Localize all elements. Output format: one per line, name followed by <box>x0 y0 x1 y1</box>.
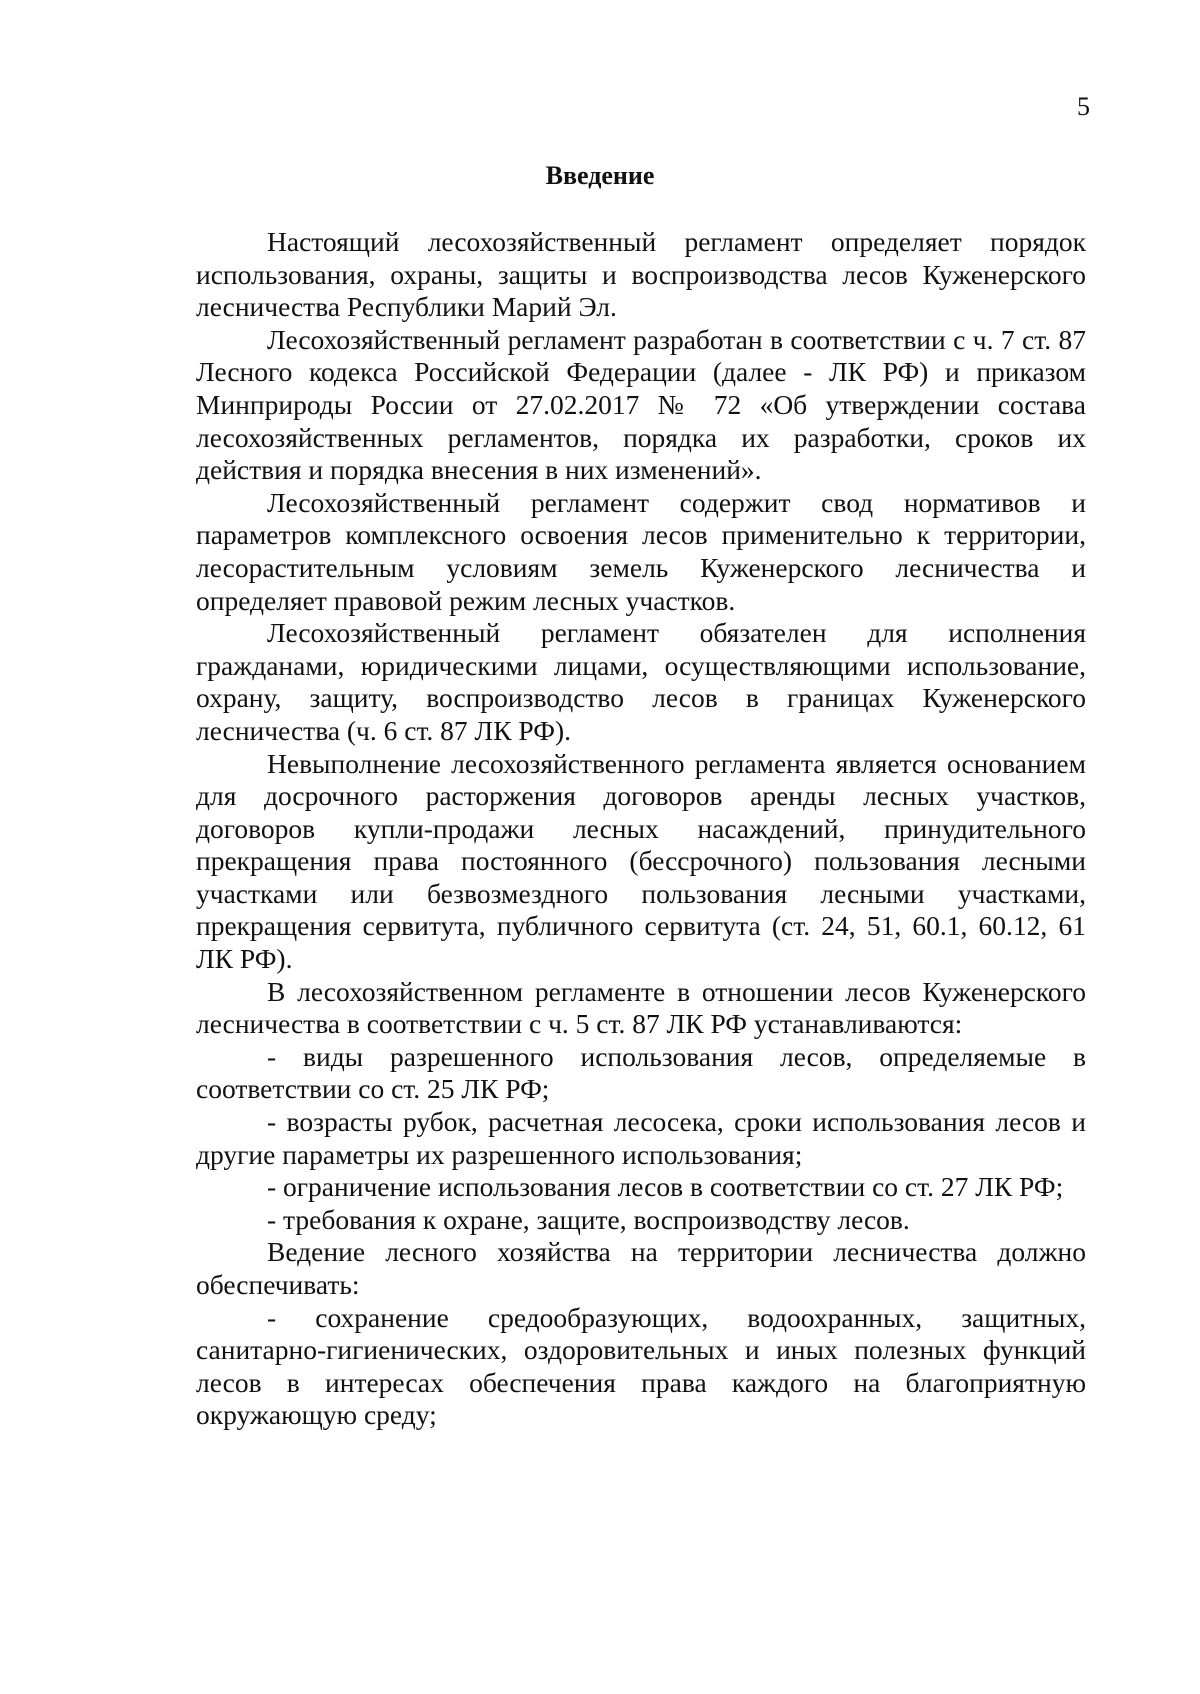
page-title: Введение <box>545 161 655 190</box>
paragraph-contents: Лесохозяйственный регламент содержит свод нормативов и параметров комплексного освоения лесов применительно к территории, лесорастительным условиям земель Куженерского лесничества и определяет правовой режим лесных участков. <box>196 486 1086 616</box>
paragraph-forestry-management: Ведение лесного хозяйства на территории лесничества должно обеспечивать: <box>196 1236 1086 1300</box>
paragraph-intro: Настоящий лесохозяйственный регламент определяет порядок использования, охраны, защиты и воспроизводства лесов Куженерского лесничества Республики Марий Эл. <box>196 226 1086 323</box>
list-item-restrictions: - ограничение использования лесов в соответствии со ст. 27 ЛК РФ; <box>267 1171 1064 1203</box>
document-body <box>196 226 1086 1432</box>
paragraph-established: В лесохозяйственном регламенте в отношении лесов Куженерского лесничества в соответствии с ч. 5 ст. 87 ЛК РФ устанавливаются: <box>196 975 1086 1040</box>
paragraph-legal-basis: Лесохозяйственный регламент разработан в соответствии с ч. 7 ст. 87 Лесного кодекса Российской Федерации (далее - ЛК РФ) и приказом Минприроды России от 27.02.2017 № 72 «Об утверждении состава лесохозяйственных регламентов, порядка их разработки, сроков их действия и порядка внесения в них изменений». <box>196 323 1086 486</box>
page-number: 5 <box>1077 92 1090 121</box>
list-item-requirements: - требования к охране, защите, воспроизводству лесов. <box>267 1203 910 1235</box>
paragraph-obligation: Лесохозяйственный регламент обязателен для исполнения гражданами, юридическими лицами, осуществляющими использование, охрану, защиту, воспроизводство лесов в границах Куженерского лесничества (ч. 6 ст. 87 ЛК РФ). <box>196 617 1086 746</box>
paragraph-non-compliance: Невыполнение лесохозяйственного регламента является основанием для досрочного расторжения договоров аренды лесных участков, договоров купли-продажи лесных насаждений, принудительного прекращения права постоянного (бессрочного) пользования лесными участками или безвозмездного пользования лесными участками, прекращения сервитута, публичного сервитута (ст. 24, 51, 60.1, 60.12, 61 ЛК РФ). <box>196 747 1086 975</box>
list-item-felling-ages: - возрасты рубок, расчетная лесосека, сроки использования лесов и другие параметры их разрешенного использования; <box>196 1106 1086 1170</box>
list-item-permitted-use: - виды разрешенного использования лесов, определяемые в соответствии со ст. 25 ЛК РФ; <box>196 1040 1086 1105</box>
list-item-preservation: - сохранение средообразующих, водоохранных, защитных, санитарно-гигиенических, оздоровительных и иных полезных функций лесов в интересах обеспечения права каждого на благоприятную окружающую среду; <box>196 1301 1086 1431</box>
